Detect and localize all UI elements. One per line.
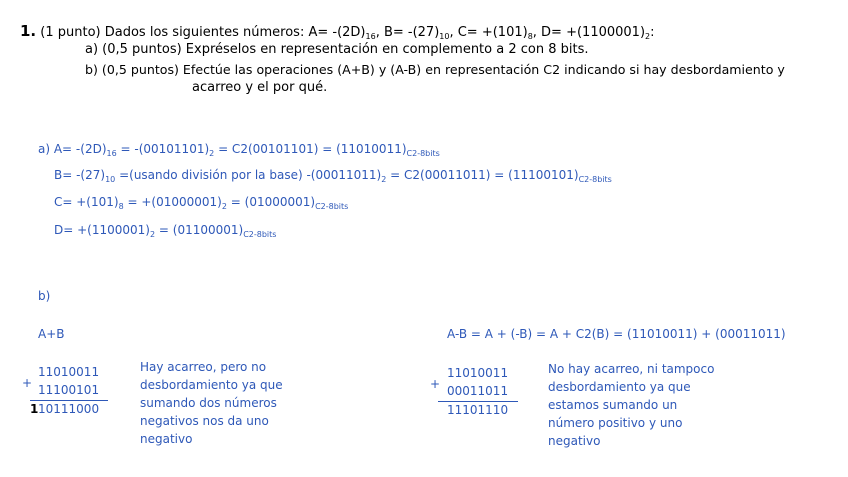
- question-item-b-line1: b) (0,5 puntos) Efectúe las operaciones (A+B) y (A-B) en representación C2 indicando si hay desbordamiento y: [85, 62, 785, 77]
- sum-result: 10111000: [38, 402, 100, 416]
- diff-operand-1: 11010011: [447, 366, 509, 380]
- diff-operand-2: 00011011: [447, 384, 509, 398]
- diff-rule: [438, 401, 518, 402]
- question-number: 1.: [20, 22, 37, 40]
- diff-plus-sign: +: [430, 377, 441, 391]
- sum-carry: 1: [30, 402, 39, 416]
- answer-a-line2: $B= -(27)_{10}$ =(usando división por la base) $-(00011011)_2 = C2(00011011) = (11100101)_{C2-8bits}$: [54, 168, 612, 184]
- sum-plus-sign: +: [22, 376, 33, 390]
- sum-note: Hay acarreo, pero no desbordamiento ya que sumando dos números negativos nos da uno negativo: [140, 360, 283, 446]
- question-item-a: a) (0,5 puntos) Expréselos en representación en complemento a 2 con 8 bits.: [85, 42, 589, 57]
- diff-result: 11101110: [447, 403, 509, 417]
- answer-a-line3: $C= +(101)_8 = +(01000001)_2 = (01000001)_{C2-8bits}$: [54, 195, 349, 211]
- answer-b-label: b): [38, 289, 51, 303]
- diff-note: No hay acarreo, ni tampoco desbordamiento ya que estamos sumando un número positivo y uno negativo: [548, 362, 715, 448]
- sum-rule: [30, 400, 108, 401]
- question-item-b-line2: acarreo y el por qué.: [192, 80, 328, 95]
- sum-operand-2: 11100101: [38, 383, 100, 397]
- question-header: [20, 22, 655, 40]
- diff-title: A-B = A + (-B) = A + C2(B) = (11010011) + (00011011): [447, 327, 786, 341]
- sum-operand-1: 11010011: [38, 365, 100, 379]
- answer-a-line4: $D= +(1100001)_2 = (01100001)_{C2-8bits}$: [54, 223, 277, 239]
- sum-title: A+B: [38, 327, 65, 341]
- question-intro: (1 punto) Dados los siguientes números: $A= -(2D)_{16}$, $B= -(27)_{10}$, $C= +(101)_8$, $D= +(1100001)_2$:: [40, 25, 655, 41]
- answer-a-line1: a) $A= -(2D)_{16} = -(00101101)_2 = C2(00101101) = (11010011)_{C2-8bits}$: [38, 142, 440, 158]
